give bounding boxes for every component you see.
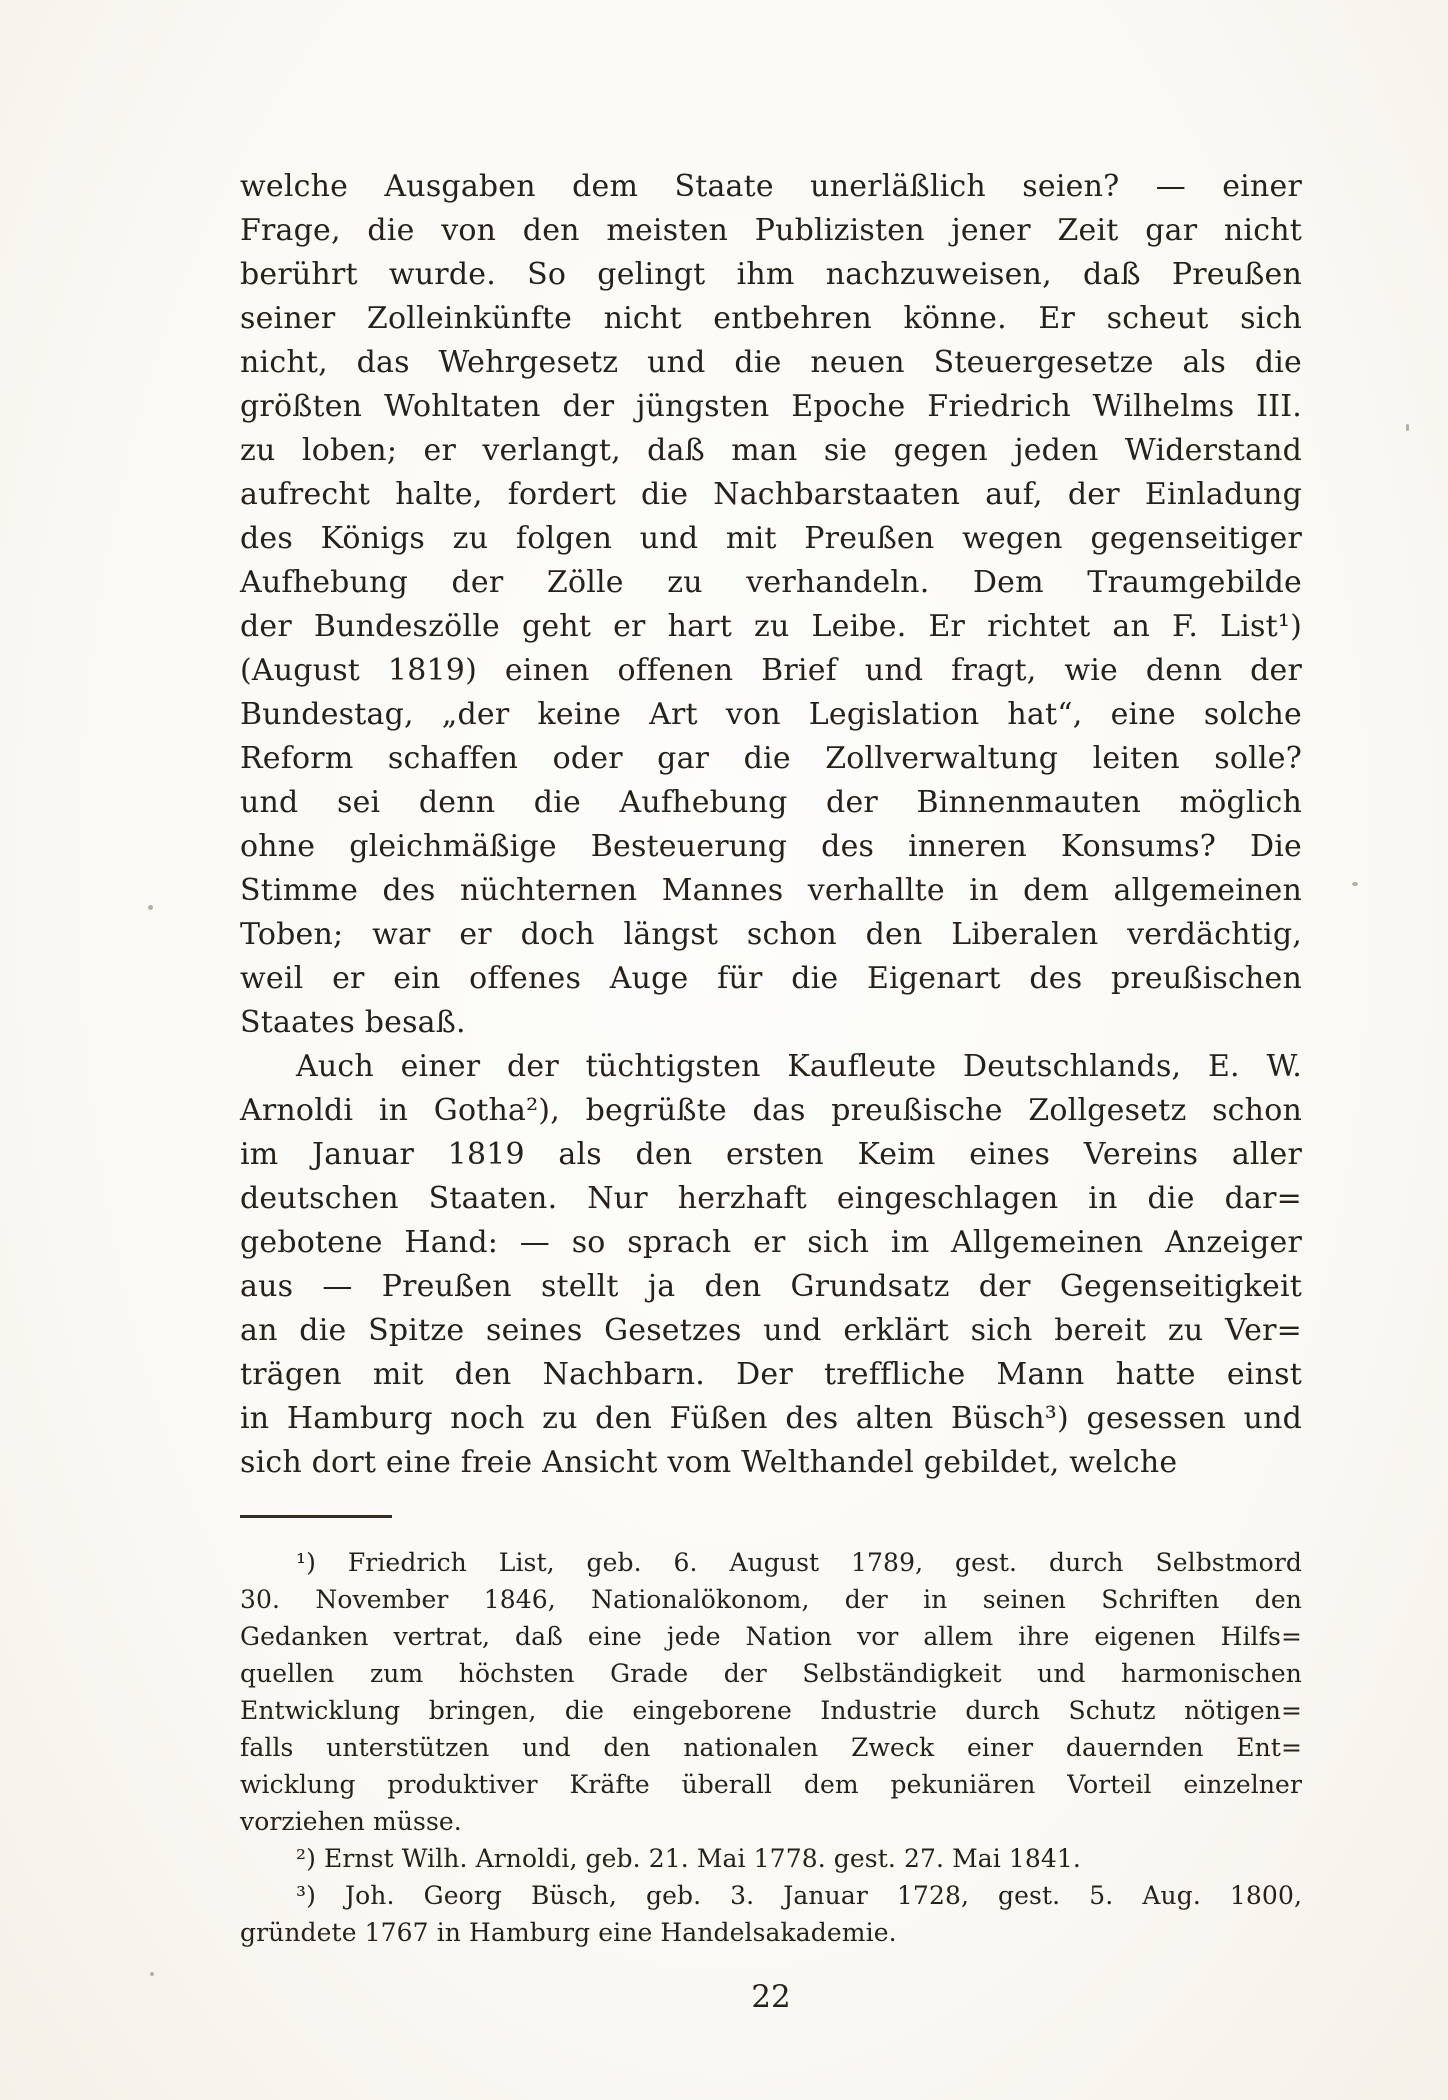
text-line: nicht, das Wehrgesetz und die neuen Steuergesetze als die bbox=[240, 345, 1302, 380]
scan-speck bbox=[1352, 882, 1358, 886]
text-line: im Januar 1819 als den ersten Keim eines Vereins aller bbox=[240, 1137, 1302, 1172]
text-line: Gedanken vertrat, daß eine jede Nation vor allem ihre eigenen Hilfs= bbox=[240, 1622, 1302, 1651]
text-line: Bundestag, „der keine Art von Legislation hat“, eine solche bbox=[240, 697, 1302, 732]
text-line: ²) Ernst Wilh. Arnoldi, geb. 21. Mai 1778. gest. 27. Mai 1841. bbox=[296, 1844, 1081, 1873]
page-number: 22 bbox=[751, 1979, 791, 2015]
text-line: seiner Zolleinkünfte nicht entbehren könne. Er scheut sich bbox=[240, 301, 1302, 336]
body-paragraph bbox=[240, 1045, 1302, 1485]
text-line: gebotene Hand: — so sprach er sich im Allgemeinen Anzeiger bbox=[240, 1225, 1302, 1260]
body-paragraph bbox=[240, 165, 1302, 1045]
text-line: (August 1819) einen offenen Brief und fragt, wie denn der bbox=[240, 653, 1302, 688]
text-line: quellen zum höchsten Grade der Selbständigkeit und harmonischen bbox=[240, 1659, 1302, 1688]
text-line: größten Wohltaten der jüngsten Epoche Friedrich Wilhelms III. bbox=[240, 389, 1302, 424]
text-line: gründete 1767 in Hamburg eine Handelsakademie. bbox=[240, 1918, 897, 1947]
text-line: an die Spitze seines Gesetzes und erklärt sich bereit zu Ver= bbox=[240, 1313, 1302, 1348]
scan-speck bbox=[1406, 424, 1409, 431]
body-text bbox=[240, 165, 1302, 1485]
text-line: Aufhebung der Zölle zu verhandeln. Dem Traumgebilde bbox=[240, 565, 1302, 600]
text-line: Auch einer der tüchtigsten Kaufleute Deutschlands, E. W. bbox=[296, 1049, 1302, 1084]
text-line: aufrecht halte, fordert die Nachbarstaaten auf, der Einladung bbox=[240, 477, 1302, 512]
text-line: Frage, die von den meisten Publizisten jener Zeit gar nicht bbox=[240, 213, 1302, 248]
text-line: berührt wurde. So gelingt ihm nachzuweisen, daß Preußen bbox=[240, 257, 1302, 292]
text-line: falls unterstützen und den nationalen Zweck einer dauernden Ent= bbox=[240, 1733, 1302, 1762]
text-line: Toben; war er doch längst schon den Liberalen verdächtig, bbox=[240, 917, 1302, 952]
text-line: Stimme des nüchternen Mannes verhallte in dem allgemeinen bbox=[240, 873, 1302, 908]
footnote bbox=[240, 1877, 1302, 1951]
text-line: und sei denn die Aufhebung der Binnenmauten möglich bbox=[240, 785, 1302, 820]
text-line: Arnoldi in Gotha²), begrüßte das preußische Zollgesetz schon bbox=[240, 1093, 1302, 1128]
text-line: weil er ein offenes Auge für die Eigenart des preußischen bbox=[240, 961, 1302, 996]
footnote-separator bbox=[240, 1515, 392, 1518]
text-line: ohne gleichmäßige Besteuerung des inneren Konsums? Die bbox=[240, 829, 1302, 864]
text-line: in Hamburg noch zu den Füßen des alten Büsch³) gesessen und bbox=[240, 1401, 1302, 1436]
text-line: Reform schaffen oder gar die Zollverwaltung leiten solle? bbox=[240, 741, 1302, 776]
text-line: zu loben; er verlangt, daß man sie gegen jeden Widerstand bbox=[240, 433, 1302, 468]
text-line: sich dort eine freie Ansicht vom Welthandel gebildet, welche bbox=[240, 1445, 1178, 1480]
footnotes bbox=[240, 1544, 1302, 1951]
text-line: ¹) Friedrich List, geb. 6. August 1789, gest. durch Selbstmord bbox=[296, 1548, 1302, 1577]
scan-speck bbox=[150, 1972, 154, 1976]
text-line: ³) Joh. Georg Büsch, geb. 3. Januar 1728, gest. 5. Aug. 1800, bbox=[296, 1881, 1302, 1910]
text-line: des Königs zu folgen und mit Preußen wegen gegenseitiger bbox=[240, 521, 1302, 556]
text-line: 30. November 1846, Nationalökonom, der in seinen Schriften den bbox=[240, 1585, 1302, 1614]
footnote bbox=[240, 1544, 1302, 1840]
text-line: der Bundeszölle geht er hart zu Leibe. Er richtet an F. List¹) bbox=[240, 609, 1302, 644]
text-line: vorziehen müsse. bbox=[240, 1807, 462, 1836]
scan-speck bbox=[148, 905, 153, 910]
text-line: aus — Preußen stellt ja den Grundsatz der Gegenseitigkeit bbox=[240, 1269, 1302, 1304]
text-line: Staates besaß. bbox=[240, 1005, 466, 1040]
text-block bbox=[240, 165, 1302, 2017]
text-line: Entwicklung bringen, die eingeborene Industrie durch Schutz nötigen= bbox=[240, 1696, 1302, 1725]
text-line: welche Ausgaben dem Staate unerläßlich seien? — einer bbox=[240, 169, 1302, 204]
text-line: wicklung produktiver Kräfte überall dem pekuniären Vorteil einzelner bbox=[240, 1770, 1302, 1799]
footnote bbox=[240, 1840, 1302, 1877]
text-line: trägen mit den Nachbarn. Der treffliche Mann hatte einst bbox=[240, 1357, 1302, 1392]
text-line: deutschen Staaten. Nur herzhaft eingeschlagen in die dar= bbox=[240, 1181, 1302, 1216]
